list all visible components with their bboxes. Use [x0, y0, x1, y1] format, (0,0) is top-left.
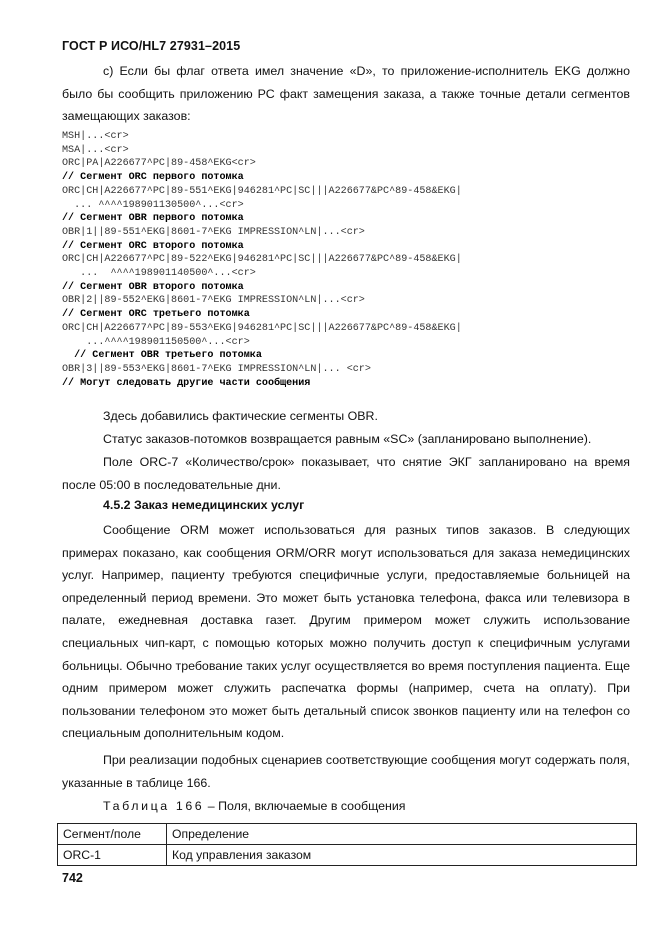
- code-line: ORC|CH|A226677^PC|89-551^EKG|946281^PC|SC|||A226677&PC^89-458&EKG|: [62, 185, 462, 197]
- paragraph-status: Статус заказов-потомков возвращается равным «SC» (запланировано выполнение).: [103, 432, 592, 446]
- document-header: ГОСТ Р ИСО/HL7 27931–2015: [62, 39, 241, 53]
- code-line: MSA|...<cr>: [62, 144, 129, 156]
- code-line: ... ^^^^198901130500^...<cr>: [62, 199, 244, 211]
- code-line: OBR|1||89-551^EKG|8601-7^EKG IMPRESSION^LN|...<cr>: [62, 226, 365, 238]
- fields-table: [57, 823, 637, 866]
- table-header-cell: Определение: [167, 824, 637, 845]
- paragraph-obr-added: Здесь добавились фактические сегменты OBR.: [103, 409, 378, 423]
- paragraph-orc7: Поле ORC-7 «Количество/срок» показывает, что снятие ЭКГ запланировано на время после 05:00 в последовательные дни.: [62, 455, 630, 492]
- hl7-code-block: [62, 130, 462, 390]
- code-line: OBR|2||89-552^EKG|8601-7^EKG IMPRESSION^LN|...<cr>: [62, 295, 365, 307]
- section-title: 4.5.2 Заказ немедицинских услуг: [103, 498, 305, 512]
- table-cell: ORC-1: [58, 845, 167, 866]
- table-row: [58, 845, 637, 866]
- table-caption: [103, 799, 406, 813]
- code-line: MSH|...<cr>: [62, 131, 129, 142]
- code-line: ORC|CH|A226677^PC|89-522^EKG|946281^PC|SC|||A226677&PC^89-458&EKG|: [62, 254, 462, 266]
- code-comment-line: // Могут следовать другие части сообщения: [62, 377, 311, 389]
- page-number: 742: [62, 871, 83, 885]
- code-comment-line: // Сегмент OBR третьего потомка: [62, 350, 262, 362]
- table-header-row: [58, 824, 637, 845]
- table-header-cell: Сегмент/поле: [58, 824, 167, 845]
- intro-paragraph: с) Если бы флаг ответа имел значение «D», то приложение-исполнитель EKG должно было бы сообщить приложению РС факт замещения заказа, а также точные детали сегментов замещающих заказов:: [62, 64, 630, 124]
- code-line: ORC|PA|A226677^PC|89-458^EKG<cr>: [62, 158, 256, 170]
- code-line: ORC|CH|A226677^PC|89-553^EKG|946281^PC|SC|||A226677&PC^89-458&EKG|: [62, 322, 462, 334]
- code-comment-line: // Сегмент ORC третьего потомка: [62, 309, 250, 321]
- code-line: ...^^^^198901150500^...<cr>: [62, 336, 250, 348]
- code-comment-line: // Сегмент OBR первого потомка: [62, 213, 244, 225]
- paragraph-orm: Сообщение ORM может использоваться для разных типов заказов. В следующих примерах показано, как сообщения ORM/ORR могут использоваться для заказа немедицинских услуг. Например, пациенту требуются специфичные услуги, предоставляемые больницей на определенный период времени. Это может быть установка телефона, факса или телевизора в палате, ежедневная доставка газет. Другим примером может служить использование специальных чип-карт, с помощью которых можно получить доступ к специфичным услугами больницы. Обычно требование таких услуг осуществляется во время поступления пациента. Еще одним примером может служить распечатка формы (например, счета на оплату). При пользовании телефоном это может быть детальный список звонков пациенту или на телефон со специальным дополнительным кодом.: [62, 523, 630, 741]
- code-comment-line: // Сегмент ORC первого потомка: [62, 172, 244, 184]
- paragraph-scenarios: При реализации подобных сценариев соответствующие сообщения могут содержать поля, указанные в таблице 166.: [62, 753, 630, 790]
- code-comment-line: // Сегмент ORC второго потомка: [62, 240, 244, 252]
- code-line: OBR|3||89-553^EKG|8601-7^EKG IMPRESSION^LN|... <cr>: [62, 363, 371, 375]
- table-cell: Код управления заказом: [167, 845, 637, 866]
- table-caption-label: Таблица 166: [103, 799, 205, 813]
- code-line: ... ^^^^198901140500^...<cr>: [62, 268, 256, 280]
- table-caption-text: – Поля, включаемые в сообщения: [204, 799, 406, 813]
- code-comment-line: // Сегмент OBR второго потомка: [62, 281, 244, 293]
